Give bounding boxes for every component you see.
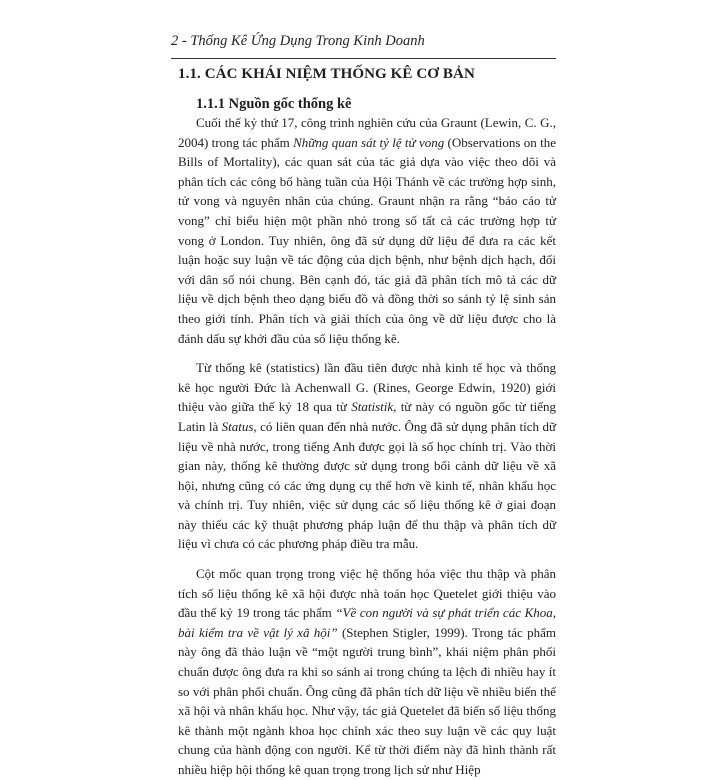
paragraph-2-text-e: , có liên quan đến nhà nước. Ông đã sử dụng phân tích dữ liệu về nhà nước, trong tiếng Anh được gọi là số học chính trị. Vào thời gian này, thống kê thường được sử dụng trong bối cảnh dữ liệu về xã hội, nhưng cũng có các ứng dụng cụ thể hơn về kinh tế, nhân khẩu học và chính trị. Tuy nhiên, việc sử dụng các số liệu thống kê ở giai đoạn này thiếu các kỹ thuật phương pháp luận để thu thập và phân tích dữ liệu vì chưa có các phương pháp điều tra mẫu.: [178, 418, 556, 552]
header-rule: [171, 58, 556, 59]
term-statistik: Statistik: [351, 399, 394, 415]
book-title-mortality: Những quan sát tỷ lệ tử vong: [293, 134, 445, 150]
section-heading: 1.1. CÁC KHÁI NIỆM THỐNG KÊ CƠ BẢN: [178, 66, 475, 82]
paragraph-3-text-c: (Stephen Stigler, 1999). Trong tác phẩm này ông đã thảo luận về “một người trung bình”, khái niệm phân phối chuẩn được ông đưa ra khi so sánh ai trong chúng ta lệch đi nhiều hay ít so với phân phối chuẩn. Ông cũng đã phân tích dữ liệu về nhiều biến thể xã hội và nhân khẩu học. Như vậy, tác giả Quetelet đã biến số liệu thống kê thành một ngành khoa học chính xác theo suy luận về các quy luật chung của hành động con người. Kể từ thời điểm này đã hình thành rất nhiều hiệp hội thống kê quan trọng trong lịch sử như Hiệp: [178, 624, 556, 777]
paragraph-1-text-c: (Observations on the Bills of Mortality), các quan sát của tác giả dựa vào việc theo dõi và phân tích các công bố hàng tuần của Hội Thánh về các trường hợp sinh, tử vong và nguyên nhân của chúng. Graunt nhận ra rằng “báo cáo tử vong” chỉ biểu hiện một phần nhỏ trong số tất cả các trường hợp tử vong ở London. Tuy nhiên, ông đã sử dụng dữ liệu để đưa ra các kết luận hoặc suy luận về tác động của dịch bệnh, như bệnh dịch hạch, đối với dân số nói chung. Bên cạnh đó, tác giả đã phân tích mô tả các dữ liệu về dịch bệnh theo dạng biểu đồ và đồng thời so sánh tỷ lệ sinh sản theo giới tính. Phân tích và giải thích của ông về dữ liệu được cho là đánh dấu sự khởi đầu của số liệu thống kê.: [178, 134, 556, 346]
term-status: Status: [221, 418, 254, 434]
book-title-quetelet: “Về con người và sự phát triển các Khoa, bài kiểm tra về vật lý xã hội”: [178, 605, 556, 640]
paragraph-2-text-a: Từ thống kê (statistics) lần đầu tiên được nhà kinh tế học và thống kê học người Đức là Achenwall G. (Rines, George Edwin, 1920) giới thiệu vào giữa thế kỷ 18 qua từ: [178, 360, 556, 415]
running-header: 2 - Thống Kê Ứng Dụng Trong Kinh Doanh: [171, 33, 425, 49]
body-text: [178, 113, 556, 780]
paragraph-2: [178, 358, 556, 554]
subsection-heading: 1.1.1 Nguồn gốc thống kê: [196, 96, 352, 112]
paragraph-1-text-a: Cuối thế kỷ thứ 17, công trình nghiên cứu của Graunt (Lewin, C. G., 2004) trong tác phẩm: [178, 115, 556, 150]
paragraph-2-text-c: , từ này có nguồn gốc từ tiếng Latin là: [178, 399, 556, 434]
paragraph-3-text-a: Cột mốc quan trọng trong việc hệ thống hóa việc thu thập và phân tích số liệu thống kê xã hội được nhà toán học Quetelet giới thiệu vào đầu thế kỷ 19 trong tác phẩm: [178, 566, 556, 621]
paragraph-1: [178, 113, 556, 348]
paragraph-3: [178, 564, 556, 780]
